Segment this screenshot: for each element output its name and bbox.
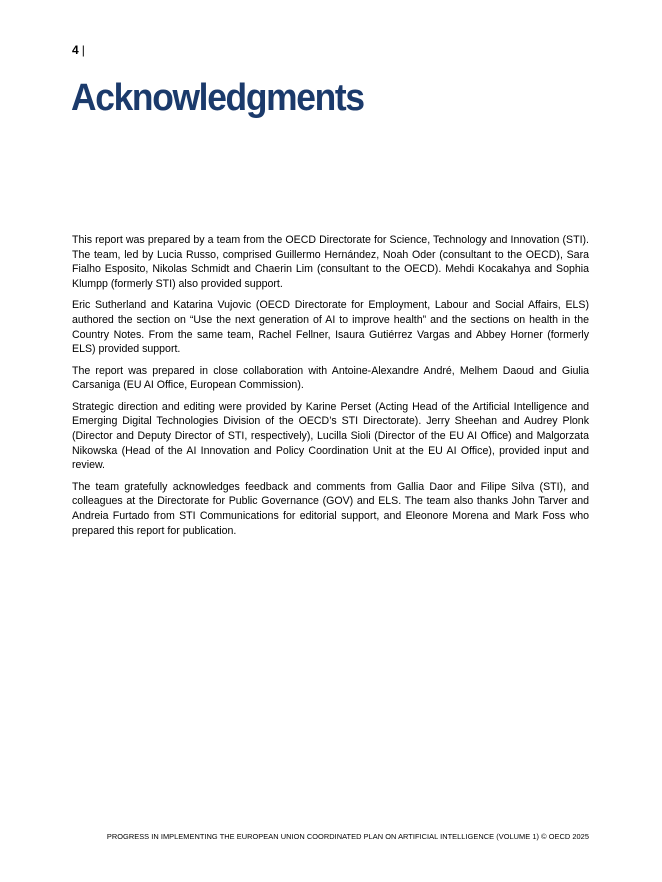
paragraph-collaboration: The report was prepared in close collaboration with Antoine-Alexandre André, Melhem Daoud and Giulia Carsaniga (EU AI Office, European Commission). xyxy=(72,364,589,392)
acknowledgments-body xyxy=(72,233,589,545)
paragraph-direction: Strategic direction and editing were provided by Karine Perset (Acting Head of the Artificial Intelligence and Emerging Digital Technologies Division of the OECD’s STI Directorate). Jerry Sheehan and Audrey Plonk (Director and Deputy Director of STI, respectively), Lucilla Sioli (Director of the EU AI Office) and Malgorzata Nikowska (Head of the AI Innovation and Policy Coordination Unit at the EU AI Office), provided input and review. xyxy=(72,400,589,472)
page-footer: PROGRESS IN IMPLEMENTING THE EUROPEAN UNION COORDINATED PLAN ON ARTIFICIAL INTELLIGENCE (VOLUME 1) © OECD 2025 xyxy=(106,832,589,841)
page-title: Acknowledgments xyxy=(71,77,364,119)
page-number-separator: | xyxy=(81,43,85,57)
page-header xyxy=(72,43,85,57)
page-number: 4 xyxy=(72,43,79,57)
paragraph-team: This report was prepared by a team from the OECD Directorate for Science, Technology and Innovation (STI). The team, led by Lucia Russo, comprised Guillermo Hernández, Noah Oder (consultant to the OECD), Sara Fialho Esposito, Nikolas Schmidt and Chaerin Lim (consultant to the OECD). Mehdi Kocakahya and Sophia Klumpp (formerly STI) also provided support. xyxy=(72,234,589,291)
paragraph-health-authors: Eric Sutherland and Katarina Vujovic (OECD Directorate for Employment, Labour and Social Affairs, ELS) authored the section on “Use the next generation of AI to improve health” and the sections on health in the Country Notes. From the same team, Rachel Fellner, Isaura Gutiérrez Vargas and Abbey Horner (formerly ELS) provided support. xyxy=(72,299,589,356)
paragraph-feedback: The team gratefully acknowledges feedback and comments from Gallia Daor and Filipe Silva (STI), and colleagues at the Directorate for Public Governance (GOV) and ELS. The team also thanks John Tarver and Andreia Furtado from STI Communications for editorial support, and Eleonore Morena and Mark Foss who prepared this report for publication. xyxy=(72,480,589,537)
